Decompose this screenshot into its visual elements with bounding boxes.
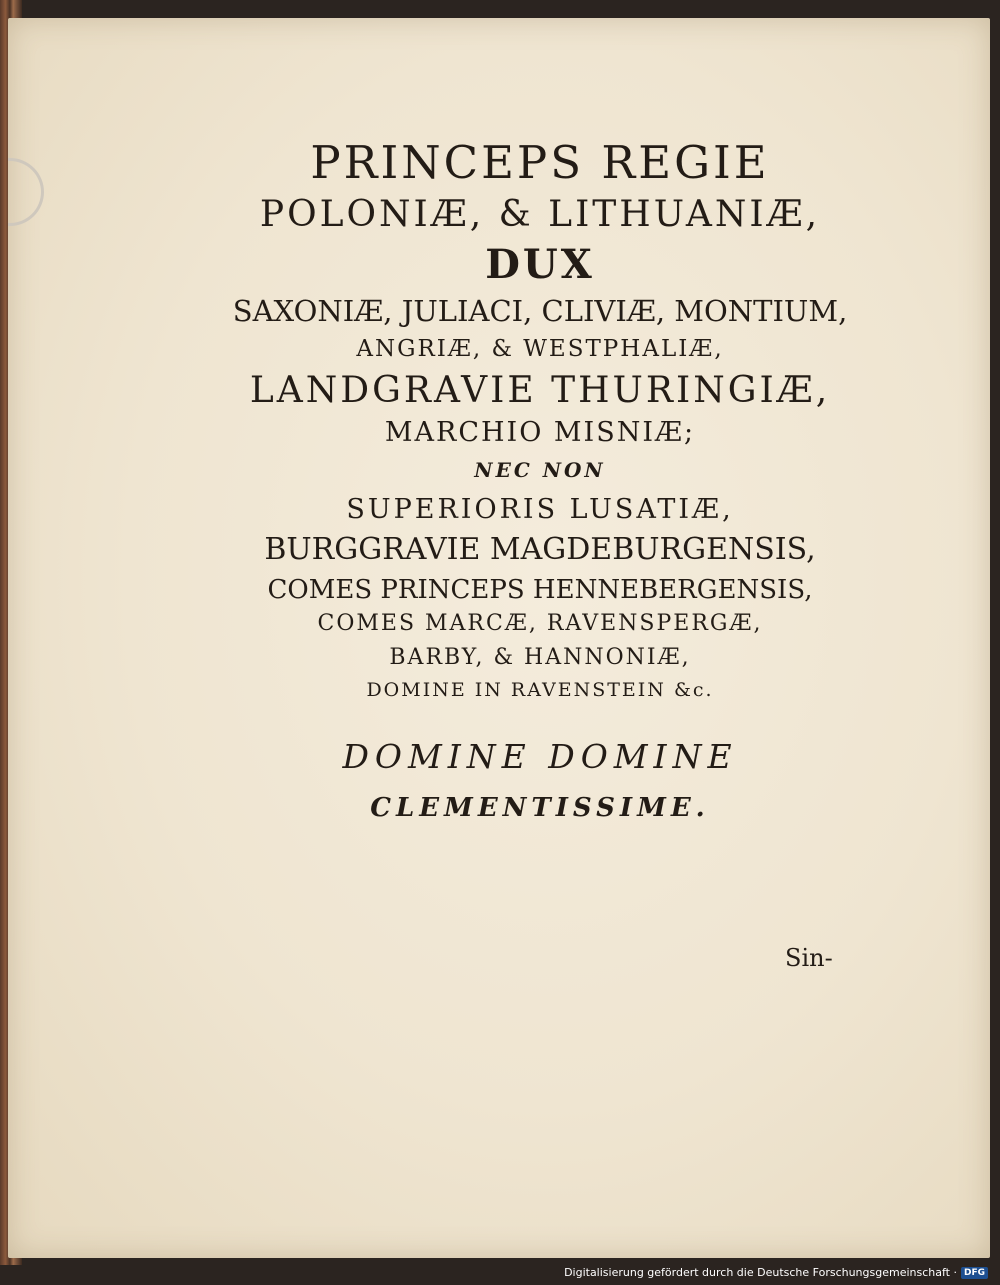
dedication-text [150, 125, 930, 821]
title-line: BURGGRAVIE MAGDEBURGENSIS, [264, 532, 816, 567]
title-line: SUPERIORIS LUSATIÆ, [346, 494, 734, 525]
title-line: MARCHIO MISNIÆ; [384, 417, 696, 448]
title-line: COMES PRINCEPS HENNEBERGENSIS, [267, 575, 813, 605]
clasp-ring [8, 158, 44, 226]
title-line: BARBY, & HANNONIÆ, [389, 645, 691, 670]
title-line: PRINCEPS REGIE [310, 136, 770, 189]
title-line: POLONIÆ, & LITHUANIÆ, [259, 194, 821, 235]
salutation-line: CLEMENTISSIME. [370, 793, 710, 823]
title-line: ANGRIÆ, & WESTPHALIÆ, [356, 336, 724, 362]
footer-credit: Digitalisierung gefördert durch die Deutsche Forschungsgemeinschaft · [564, 1266, 957, 1279]
title-line: DUX [485, 241, 595, 288]
digitization-footer [564, 1266, 988, 1279]
title-line: DOMINE IN RAVENSTEIN &c. [366, 679, 714, 701]
salutation-line: DOMINE DOMINE [342, 737, 738, 776]
dfg-logo-icon: DFG [961, 1267, 988, 1279]
catchword: Sin- [785, 944, 833, 972]
title-line: LANDGRAVIE THURINGIÆ, [249, 370, 831, 411]
title-line: SAXONIÆ, JULIACI, CLIVIÆ, MONTIUM, [232, 294, 848, 328]
title-line: NEC NON [474, 458, 606, 482]
title-line: COMES MARCÆ, RAVENSPERGÆ, [317, 611, 763, 636]
